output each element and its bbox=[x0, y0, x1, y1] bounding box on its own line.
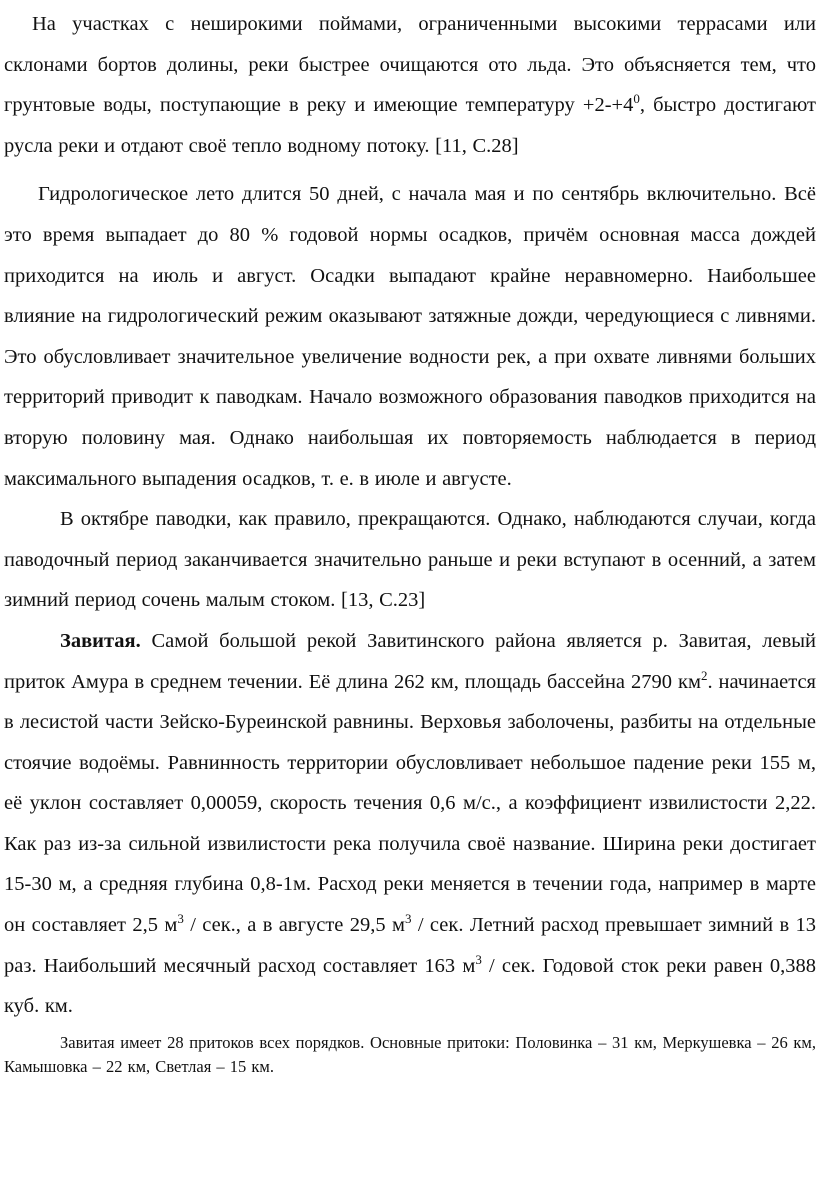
paragraph-zavitaya-river bbox=[4, 621, 816, 1027]
zavitaya-text-d: / сек. Летний расход превышает зимний в 13 раз. Наибольший месячный расход составляет 163 м bbox=[4, 914, 816, 977]
km2-superscript: 2 bbox=[700, 667, 708, 683]
degree-superscript: 0 bbox=[633, 91, 640, 107]
paragraph-ice-clearing-text-a: На участках с неширокими поймами, ограниченными высокими террасами или склонами бортов долины, реки быстрее очищаются ото льда. Это объясняется тем, что грунтовые воды, поступающие в реку и имеющие температуру +2-+4 bbox=[4, 13, 816, 117]
zavitaya-text-e: / сек. Годовой сток реки равен 0,388 куб. км. bbox=[4, 954, 816, 1018]
zavitaya-bold-title: Завитая. bbox=[60, 629, 141, 652]
zavitaya-text-a: Самой большой рекой Завитинского района является р. Завитая, левый приток Амура в среднем течении. Её длина 262 км, площадь бассейна 2790 км bbox=[4, 629, 816, 693]
m3-superscript-august: 3 bbox=[405, 911, 412, 927]
paragraph-tributaries: Завитая имеет 28 притоков всех порядков. Основные притоки: Половинка – 31 км, Меркушевка – 26 км, Камышовка – 22 км, Светлая – 15 км. bbox=[4, 1032, 816, 1076]
zavitaya-text-c: / сек., а в августе 29,5 м bbox=[183, 914, 405, 937]
paragraph-ice-clearing bbox=[4, 4, 816, 166]
m3-superscript-max: 3 bbox=[475, 951, 482, 967]
paragraph-ice-clearing-text-b: , быстро достигают русла реки и отдают своё тепло водному потоку. [11, С.28] bbox=[4, 94, 816, 157]
paragraph-october-floods: В октябре паводки, как правило, прекращаются. Однако, наблюдаются случаи, когда паводочный период заканчивается значительно раньше и реки вступают в осенний, а затем зимний период сочень малым стоком. [13, С.23] bbox=[4, 508, 816, 612]
m3-superscript-march: 3 bbox=[177, 911, 184, 927]
paragraph-hydrological-summer: Гидрологическое лето длится 50 дней, с начала мая и по сентябрь включительно. Всё это время выпадает до 80 % годовой нормы осадков, причём основная масса дождей приходится на июль и август. Осадки выпадают крайне неравномерно. Наибольшее влияние на гидрологический режим оказывают затяжные дожди, чередующиеся с ливнями. Это обусловливает значительное увеличение водности рек, а при охвате ливнями больших территорий приводит к паводкам. Начало возможного образования паводков приходится на вторую половину мая. Однако наибольшая их повторяемость наблюдается в период максимального выпадения осадков, т. е. в июле и августе. bbox=[4, 183, 816, 490]
zavitaya-text-b: . начинается в лесистой части Зейско-Буреинской равнины. Верховья заболочены, разбиты на отдельные стоячие водоёмы. Равнинность территории обусловливает небольшое падение реки 155 м, её уклон составляет 0,00059, скорость течения 0,6 м/с., а коэффициент извилистости 2,22. Как раз из-за сильной извилистости река получила своё название. Ширина реки достигает 15-30 м, а средняя глубина 0,8-1м. Расход реки меняется в течении года, например в марте он составляет 2,5 м bbox=[4, 670, 816, 937]
